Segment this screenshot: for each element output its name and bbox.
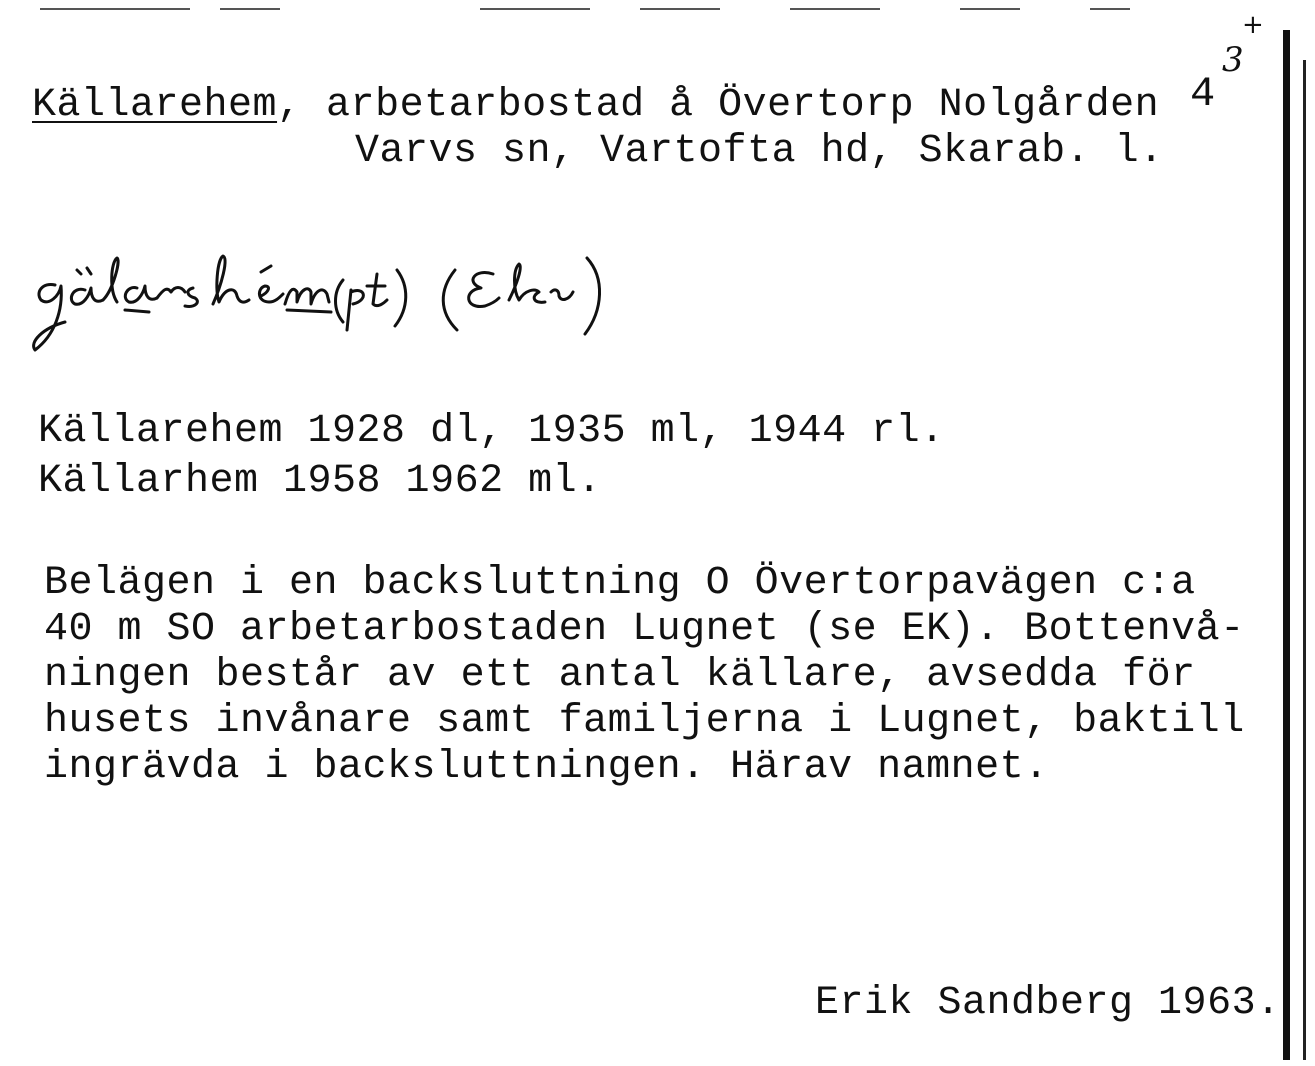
description-line: ingrävda i backsluttningen. Härav namnet. (44, 745, 1049, 790)
card-edge (1303, 60, 1306, 1060)
description-line: Belägen i en backsluttning O Övertorpavägen c:a (44, 561, 1196, 606)
headword: Källarehem (32, 83, 278, 128)
card-number-superscript: 3 (1222, 40, 1244, 80)
scan-artifact (40, 8, 190, 10)
location-line: Varvs sn, Vartofta hd, Skarab. l. (355, 129, 1164, 174)
signature: Erik Sandberg 1963. (815, 981, 1281, 1026)
scan-artifact (480, 8, 590, 10)
card-edge (1283, 30, 1290, 1060)
scan-artifact (790, 8, 880, 10)
card-number: 4 (1190, 70, 1216, 118)
description-line: husets invånare samt familjerna i Lugnet, baktill (44, 699, 1245, 744)
scan-artifact (640, 8, 720, 10)
scan-artifact (220, 8, 280, 10)
header-description: , arbetarbostad å Övertorp Nolgården (277, 83, 1160, 128)
record-line: Källarhem 1958 1962 ml. (38, 459, 602, 504)
description-line: ningen består av ett antal källare, avsedda för (44, 653, 1196, 698)
card-header (32, 82, 1159, 130)
record-line: Källarehem 1928 dl, 1935 ml, 1944 rl. (38, 409, 945, 454)
card-mark: + (1242, 10, 1264, 40)
handwritten-pronunciation (25, 230, 765, 360)
scan-artifact (960, 8, 1020, 10)
description-line: 40 m SO arbetarbostaden Lugnet (se EK). Bottenvå- (44, 607, 1245, 652)
scan-artifact (1090, 8, 1130, 10)
